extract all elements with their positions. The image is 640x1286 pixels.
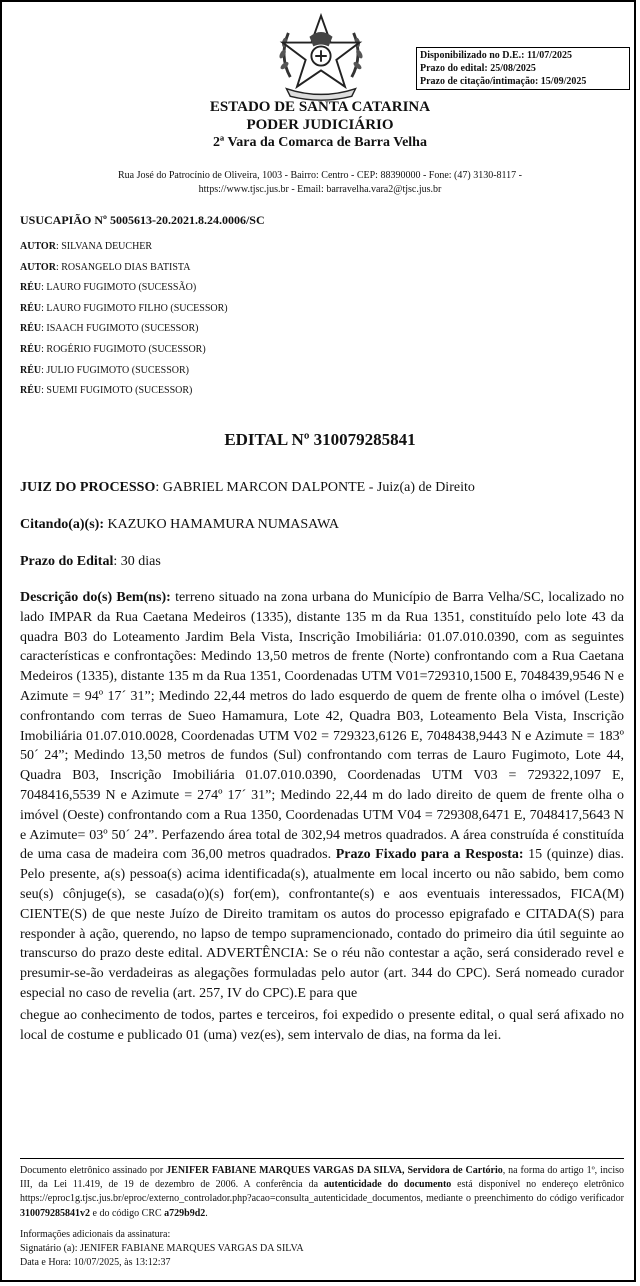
party-name: : ISAACH FUGIMOTO (SUCESSOR) — [41, 323, 199, 335]
party-row — [20, 321, 228, 342]
party-row — [20, 239, 228, 260]
description-body — [20, 588, 624, 1045]
crc-code: a729b9d2 — [164, 1207, 206, 1219]
response-text: 15 (quinze) dias. Pelo presente, a(s) pessoa(s) acima identificada(s), atualmente em local incerto ou não sabido, bem como seu(s) cônjuge(s), se casada(o)(s) for(em), confrontante(s) e aos eventuais interessados, FICA(M) CIENTE(S) de que neste Juízo de Direito tramitam os autos do processo epigrafado e CITADA(S) para responder à ação, querendo, no lapso de tempo supramencionado, contado do primeiro dia útil seguinte ao transcurso do prazo deste edital. ADVERTÊNCIA: Se o réu não contestar a ação, será considerado revel e presumir-se-ão verdadeiras as alegações formuladas pelo autor (art. 344 do CPC). Será nomeado curador especial no caso de revelia (art. 257, IV do CPC).E para que — [20, 847, 624, 1001]
party-role: RÉU — [20, 364, 42, 376]
edital-deadline: Prazo do edital: 25/08/2025 — [420, 63, 536, 74]
deadline-label: Prazo do Edital — [20, 554, 114, 569]
party-role: RÉU — [20, 323, 42, 335]
party-role: RÉU — [20, 302, 42, 314]
party-name: : SUEMI FUGIMOTO (SUCESSOR) — [41, 385, 193, 397]
branch-title: PODER JUDICIÁRIO — [246, 117, 394, 133]
party-role: AUTOR — [20, 241, 56, 252]
edital-title: EDITAL Nº 310079285841 — [224, 430, 416, 449]
party-name: : ROGÉRIO FUGIMOTO (SUCESSOR) — [41, 343, 206, 355]
description-text: terreno situado na zona urbana do Município de Barra Velha/SC, localizado no lado IMPAR da Rua Caetana Medeiros (1335), distante 135 m da Rua 1351, constituído pelo lote 43 da quadra B03 do Loteamento Jardim Bela Vista, Inscrição Imobiliária: 01.07.010.0390, com as seguintes características e confrontações: Medindo 13,50 metros de frente (Norte) confrontando com a Rua Caetana Medeiros (1335), distante 135 m da Rua 1351, Coordenadas UTM V01=729310,1500 E, 7048439,9546 N e Azimute = 94º 17´ 31”; Medindo 22,44 metros do lado esquerdo de quem de frente olha o imóvel (Leste) confrontando com terras de Sueo Hamamura, Lote 42, Quadra B03, Loteamento Bela Vista, Inscrição Imobiliária 01.07.010.0028, Coordenadas UTM V02 = 729323,6126 E, 7048438,9443 N e Azimute = 183º 50´ 24”; Medindo 13,50 metros de fundos (Sul) confrontando com terras de Lauro Fugimoto, Lote 44, Quadra B03, Inscrição Imobiliária 01.07.010.0390, Coordenadas UTM V03 = 729322,1097 E, 7048416,5539 N e Azimute = 274º 17´ 31”; Medindo 22,44 m do lado direito de quem de frente olha o imóvel (Oeste) confrontando com a Rua 1350, Coordenadas UTM V04 = 729308,6471 E, 7048417,5643 N e Azimute= 03º 50´ 24”. Perfazendo área total de 302,94 metros quadrados. A área construída é constituída de uma casa de madeira com 36,00 metros quadrados. — [20, 590, 624, 863]
signature-datetime: Data e Hora: 10/07/2025, às 13:12:37 — [20, 1256, 171, 1268]
citation-deadline: Prazo de citação/intimação: 15/09/2025 — [420, 76, 587, 87]
cited-value: KAZUKO HAMAMURA NUMASAWA — [104, 517, 339, 532]
party-name: : LAURO FUGIMOTO (SUCESSÃO) — [41, 282, 197, 294]
publication-dates-box — [416, 47, 630, 90]
judge-field — [20, 480, 475, 496]
address-line-2: https://www.tjsc.jus.br - Email: barravelha.vara2@tjsc.jus.br — [198, 184, 442, 195]
authenticity-label: autenticidade do documento — [323, 1179, 452, 1191]
electronic-signature-note: Documento eletrônico assinado por JENIFER FABIANE MARQUES VARGAS DA SILVA, Servidora de Cartório, na forma do artigo 1º, inciso III, da Lei 11.419, de 19 de dezembro de 2006. A conferência da autenticidade do documento está disponível no endereço eletrônico https://eproc1g.tjsc.jus.br/eproc/externo_controlador.php?acao=consulta_autenticidade_documentos, mediante o preenchimento do código verificador 310079285841v2 e do código CRC a729b9d2. — [20, 1165, 625, 1219]
judge-label: JUIZ DO PROCESSO — [20, 480, 156, 495]
court-header — [2, 98, 638, 152]
address-line-1: Rua José do Patrocínio de Oliveira, 1003 - Bairro: Centro - CEP: 88390000 - Fone: (47) 3130-8117 - — [117, 170, 522, 181]
party-row — [20, 383, 228, 404]
judge-value: : GABRIEL MARCON DALPONTE - Juiz(a) de Direito — [155, 480, 475, 495]
deadline-value: : 30 dias — [113, 554, 161, 569]
signature-signer: Signatário (a): JENIFER FABIANE MARQUES VARGAS DA SILVA — [20, 1242, 304, 1254]
case-number: USUCAPIÃO Nº 5005613-20.2021.8.24.0006/SC — [20, 213, 265, 227]
cited-label: Citando(a)(s): — [20, 517, 104, 532]
deadline-field — [20, 554, 161, 570]
state-title: ESTADO DE SANTA CATARINA — [209, 99, 431, 115]
footer-divider — [20, 1158, 624, 1159]
party-row — [20, 301, 228, 322]
party-role: AUTOR — [20, 261, 56, 273]
response-deadline-label: Prazo Fixado para a Resposta: — [335, 847, 524, 863]
coat-of-arms-emblem — [272, 8, 370, 104]
availability-date: Disponibilizado no D.E.: 11/07/2025 — [420, 50, 572, 61]
party-row — [20, 280, 228, 301]
party-role: RÉU — [20, 385, 42, 397]
party-name: : JULIO FUGIMOTO (SUCESSOR) — [41, 364, 190, 376]
description-label: Descrição do(s) Bem(ns): — [20, 590, 171, 605]
party-name: : LAURO FUGIMOTO FILHO (SUCESSOR) — [41, 302, 228, 314]
verification-code: 310079285841v2 — [20, 1207, 90, 1219]
party-name: : SILVANA DEUCHER — [55, 241, 153, 252]
signature-info — [20, 1228, 304, 1269]
closing-text: chegue ao conhecimento de todos, partes e terceiros, foi expedido o presente edital, o qual será afixado no local de costume e publicado 01 (uma) vez(es), sem intervalo de dias, na forma da lei. — [20, 1007, 624, 1043]
signer-name: JENIFER FABIANE MARQUES VARGAS DA SILVA, Servidora de Cartório — [166, 1165, 503, 1176]
court-address — [42, 169, 598, 197]
party-role: RÉU — [20, 343, 42, 355]
party-row — [20, 363, 228, 384]
party-row — [20, 342, 228, 363]
party-row — [20, 260, 228, 281]
party-role: RÉU — [20, 282, 42, 294]
cited-field — [20, 517, 339, 533]
court-title: 2ª Vara da Comarca de Barra Velha — [213, 135, 427, 150]
party-name: : ROSANGELO DIAS BATISTA — [55, 261, 191, 273]
signature-info-title: Informações adicionais da assinatura: — [20, 1229, 171, 1240]
party-list — [20, 239, 228, 404]
